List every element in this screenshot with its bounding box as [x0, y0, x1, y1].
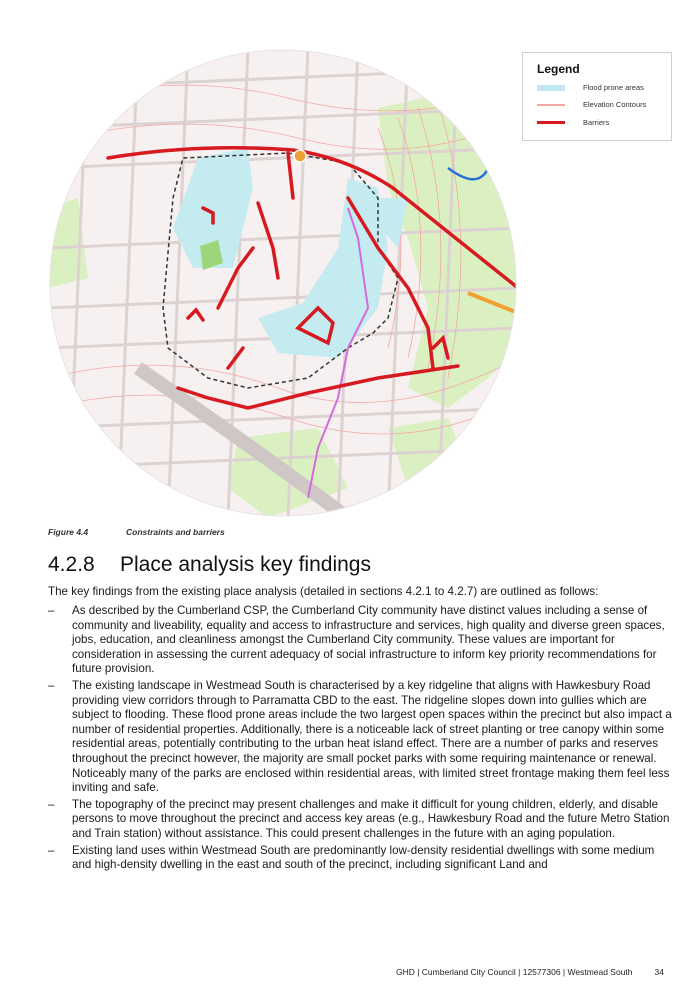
- constraints-map: [48, 48, 518, 518]
- page-footer: [396, 967, 664, 977]
- contour-swatch-icon: [537, 104, 565, 106]
- section-intro: The key findings from the existing place analysis (detailed in sections 4.2.1 to 4.2.7) are outlined as follows:: [48, 585, 599, 598]
- bullet-marker: –: [48, 604, 55, 617]
- flood-swatch-icon: [537, 85, 565, 91]
- legend-label: Flood prone areas: [583, 83, 644, 92]
- footer-text: GHD | Cumberland City Council | 12577306 | Westmead South: [395, 967, 633, 977]
- section-number: 4.2.8: [48, 553, 95, 576]
- section-heading: [48, 553, 371, 577]
- map-legend: [522, 52, 672, 141]
- list-item: [48, 798, 672, 842]
- bullet-text: As described by the Cumberland CSP, the Cumberland City community have distinct values including a sense of community and liveability, equality and access to infrastructure and services, high quality and diverse green spaces, jobs, education, and cleanliness amongst the Cumberland City community. These values are important for consideration in assessing the current adequacy of social infrastructure to inform key priority recommendations for future provision.: [72, 604, 665, 676]
- bullet-marker: –: [48, 678, 55, 692]
- list-item: [48, 604, 672, 677]
- barrier-swatch-icon: [537, 121, 565, 124]
- legend-label: Barriers: [583, 118, 610, 127]
- list-item: [48, 844, 672, 873]
- bullet-marker: –: [48, 797, 55, 811]
- legend-title: Legend: [537, 62, 580, 76]
- bullet-text: The topography of the precinct may present challenges and make it difficult for young children, elderly, and disable persons to move throughout the precinct and access key areas (e.g., Hawkesbury Road and the future Metro Station and Train station) without assistance. This could present challenges in the future with an aging population.: [72, 797, 670, 840]
- location-marker-icon: [294, 150, 306, 162]
- page-number: 34: [654, 967, 664, 977]
- legend-item-barriers: [537, 117, 667, 129]
- figure-caption: [48, 527, 225, 537]
- bullet-marker: –: [48, 843, 55, 857]
- bullet-text: The existing landscape in Westmead South is characterised by a key ridgeline that aligns with Hawkesbury Road providing view corridors through to Parramatta CBD to the east. The ridgeline slopes down into gullies which are subject to flooding. These flood prone areas include the two largest open spaces within the precinct but also impact a number of residential properties. Additionally, there is a noticeable lack of street planting or tree canopy within some residential areas, potentially contributing to the urban heat island effect. There are a number of parks and reserves throughout the precinct however, the majority are small pocket parks with some requiring maintenance or renewal. Noticeably many of the parks are enclosed within residential areas, with limited street frontage making them feel less inviting and safe.: [72, 678, 672, 795]
- list-item: [48, 679, 672, 796]
- section-title: Place analysis key findings: [120, 553, 371, 576]
- legend-item-contours: [537, 99, 667, 111]
- legend-label: Elevation Contours: [583, 100, 647, 109]
- legend-item-flood: [537, 82, 667, 94]
- figure-title: Constraints and barriers: [126, 527, 225, 537]
- bullet-text: Existing land uses within Westmead South are predominantly low-density residential dwellings with some medium and high-density dwelling in the east and south of the precinct, including significant Land and: [72, 843, 655, 872]
- findings-list: [48, 604, 672, 875]
- figure-number: Figure 4.4: [48, 527, 89, 537]
